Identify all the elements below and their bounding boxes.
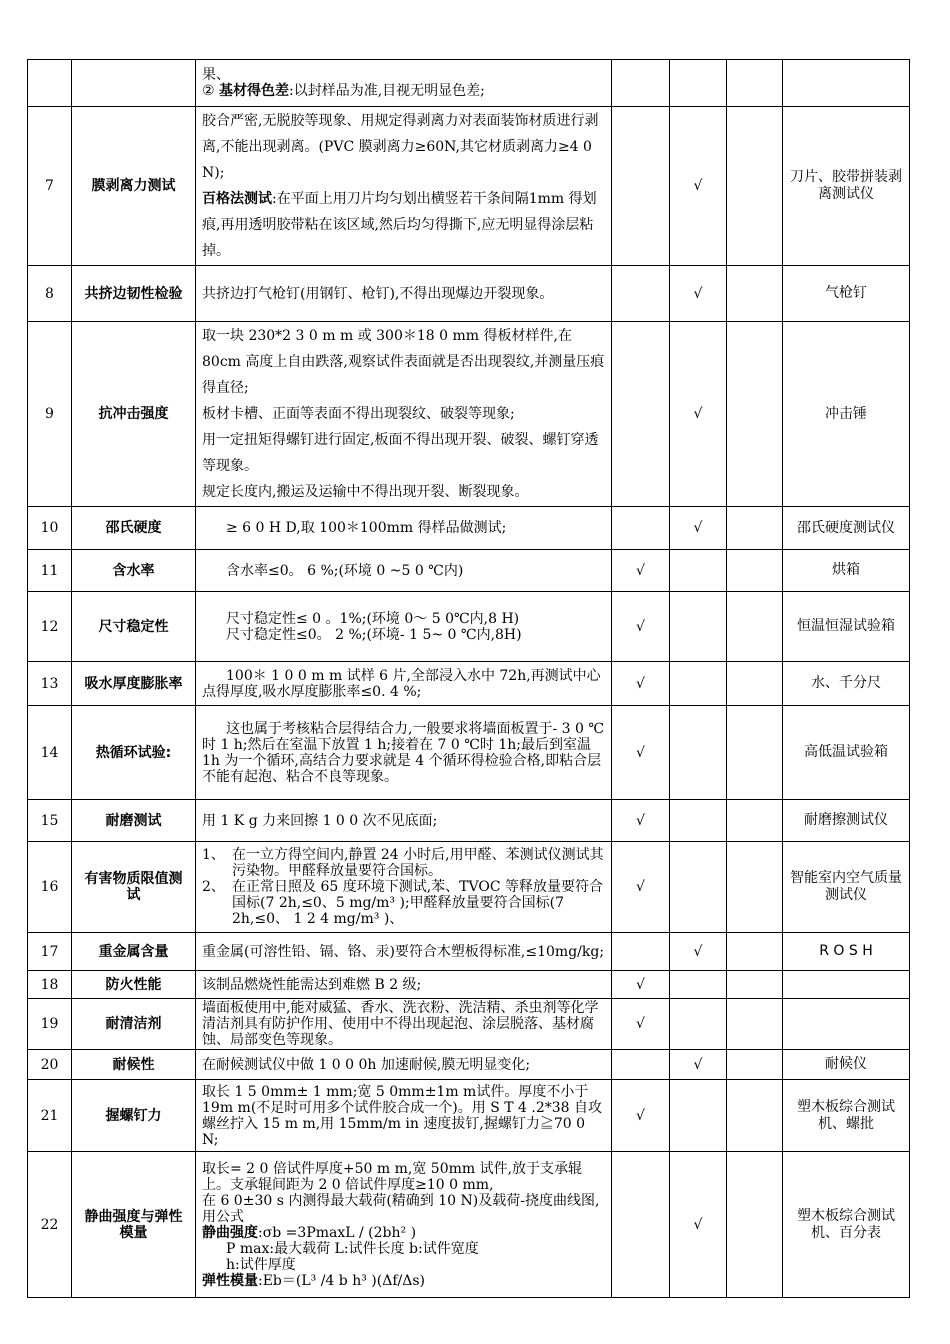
- table-row: [28, 107, 910, 266]
- table-row: [28, 266, 910, 322]
- requirement-line: [202, 520, 605, 536]
- line-text: :在平面上用刀片均匀划出横竖若干条间隔1mm 得划痕,再用透明胶带粘在该区域,然后均匀得撕下,应无明显得涂层粘掉。: [202, 191, 597, 259]
- row-number: 17: [28, 933, 72, 971]
- check-mark-col-1: √: [612, 842, 670, 933]
- line-text: 尺寸稳定性≤0。 2 %;(环境- 1 5~ 0 ℃内,8H): [226, 626, 522, 643]
- table-row: [28, 592, 910, 662]
- requirement-text: [196, 999, 612, 1050]
- line-text: 100＊ 1 0 0 m m 试样 6 片,全部浸入水中 72h,再测试中心点得厚度,吸水厚度膨胀率≤0. 4 %;: [202, 667, 601, 700]
- requirement-text: [196, 1152, 612, 1298]
- requirement-text: [196, 592, 612, 662]
- empty-col: [727, 842, 783, 933]
- line-text: 取长 1 5 0mm± 1 mm;宽 5 0mm±1m m试件。厚度不小于 19m m(不足时可用多个试件胶合成一个)。用 S T 4 .2*38 自攻螺丝拧入 15 m m,用 15mm/m in 速度拔钉,握螺钉力≧70 0 N;: [202, 1083, 602, 1148]
- test-item-name: 有害物质限值测试: [72, 842, 196, 933]
- requirement-text: [196, 662, 612, 706]
- check-mark-col-1: √: [612, 662, 670, 706]
- requirement-text: [196, 706, 612, 800]
- table-body: [28, 60, 910, 1298]
- table-row: [28, 999, 910, 1050]
- check-mark-col-1: √: [612, 706, 670, 800]
- table-row: [28, 322, 910, 507]
- line-text: 用一定扭矩得螺钉进行固定,板面不得出现开裂、破裂、螺钉穿透等现象。: [202, 432, 599, 474]
- requirement-text: [196, 107, 612, 266]
- list-number: 2、: [202, 879, 225, 895]
- empty-col: [727, 999, 783, 1050]
- line-text: 果、: [202, 67, 230, 83]
- table-row: [28, 842, 910, 933]
- requirement-text: [196, 971, 612, 999]
- requirement-line: [202, 611, 605, 627]
- test-item-name: 邵氏硬度: [72, 507, 196, 550]
- test-equipment: [783, 999, 910, 1050]
- requirement-text: [196, 800, 612, 842]
- table-row: [28, 1080, 910, 1152]
- table-row: [28, 971, 910, 999]
- check-mark-col-2: √: [670, 107, 727, 266]
- requirement-text: [196, 933, 612, 971]
- test-item-name: [72, 60, 196, 107]
- line-text: 取一块 230*2 3 0 m m 或 300＊18 0 mm 得板材样件,在 80cm 高度上自由跌落,观察试件表面就是否出现裂纹,并测量压痕得直径;: [202, 328, 605, 396]
- empty-col: [727, 507, 783, 550]
- row-number: 7: [28, 107, 72, 266]
- requirement-line: [202, 67, 605, 83]
- check-mark-col-2: [670, 60, 727, 107]
- row-number: [28, 60, 72, 107]
- test-equipment: 耐磨擦测试仪: [783, 800, 910, 842]
- requirement-text: [196, 266, 612, 322]
- line-text: 墙面板使用中,能对威猛、香水、洗衣粉、洗洁精、杀虫剂等化学清洁剂具有防护作用、使用中不得出现起泡、涂层脱落、基材腐蚀、局部变色等现象。: [202, 1000, 599, 1048]
- empty-col: [727, 322, 783, 507]
- test-item-name: 抗冲击强度: [72, 322, 196, 507]
- requirement-line: [202, 813, 605, 829]
- row-number: 8: [28, 266, 72, 322]
- table-row: [28, 706, 910, 800]
- check-mark-col-2: [670, 971, 727, 999]
- test-equipment: 水、千分尺: [783, 662, 910, 706]
- check-mark-col-1: [612, 107, 670, 266]
- requirement-line: [202, 83, 605, 99]
- empty-col: [727, 1080, 783, 1152]
- requirement-line: [202, 1241, 605, 1257]
- check-mark-col-2: [670, 800, 727, 842]
- row-number: 22: [28, 1152, 72, 1298]
- line-text: 共挤边打气枪钉(用钢钉、枪钉),不得出现爆边开裂现象。: [202, 285, 554, 302]
- empty-col: [727, 971, 783, 999]
- requirement-text: [196, 842, 612, 933]
- test-equipment: 冲击锤: [783, 322, 910, 507]
- test-item-name: 耐磨测试: [72, 800, 196, 842]
- test-equipment: 气枪钉: [783, 266, 910, 322]
- row-number: 21: [28, 1080, 72, 1152]
- row-number: 14: [28, 706, 72, 800]
- table-row: [28, 800, 910, 842]
- line-text: 这也属于考核粘合层得结合力,一般要求将墙面板置于- 3 0 ℃时 1 h;然后在室温下放置 1 h;接着在 7 0 ℃时 1h;最后到室温 1h 为一个循环,高结合力要求就是 4 个循环得检验合格,即粘合层不能有起泡、粘合不良等现象。: [202, 720, 605, 785]
- check-mark-col-2: √: [670, 1152, 727, 1298]
- test-equipment: R O S H: [783, 933, 910, 971]
- row-number: 10: [28, 507, 72, 550]
- check-mark-col-1: √: [612, 800, 670, 842]
- requirement-line: [202, 186, 605, 264]
- check-mark-col-1: [612, 933, 670, 971]
- test-equipment: 高低温试验箱: [783, 706, 910, 800]
- row-number: 19: [28, 999, 72, 1050]
- check-mark-col-1: [612, 60, 670, 107]
- requirement-line: [202, 1193, 605, 1225]
- row-number: 18: [28, 971, 72, 999]
- test-equipment: [783, 60, 910, 107]
- line-text: P max:最大载荷 L:试件长度 b:试件宽度: [226, 1240, 479, 1257]
- test-equipment: 塑木板综合测试机、百分表: [783, 1152, 910, 1298]
- test-item-name: 吸水厚度膨胀率: [72, 662, 196, 706]
- line-text: 含水率≤0。 6 %;(环境 0 ~5 0 ℃内): [226, 562, 464, 579]
- check-mark-col-2: [670, 662, 727, 706]
- row-number: 12: [28, 592, 72, 662]
- table-row: [28, 1050, 910, 1080]
- table-row: [28, 662, 910, 706]
- empty-col: [727, 550, 783, 592]
- check-mark-col-1: [612, 507, 670, 550]
- test-item-name: 共挤边韧性检验: [72, 266, 196, 322]
- test-item-name: 含水率: [72, 550, 196, 592]
- requirement-line: [202, 977, 605, 993]
- test-item-name: 静曲强度与弹性模量: [72, 1152, 196, 1298]
- empty-col: [727, 266, 783, 322]
- check-mark-col-1: √: [612, 1080, 670, 1152]
- requirement-text: [196, 60, 612, 107]
- test-equipment: 恒温恒湿试验箱: [783, 592, 910, 662]
- requirement-line: [202, 1000, 605, 1048]
- check-mark-col-2: [670, 1080, 727, 1152]
- row-number: 9: [28, 322, 72, 507]
- requirement-line: [202, 1273, 605, 1289]
- requirement-line: [202, 721, 605, 785]
- requirement-line: [202, 668, 605, 700]
- check-mark-col-2: [670, 842, 727, 933]
- empty-col: [727, 107, 783, 266]
- line-text: :σb =3PmaxL / (2bh² ): [258, 1224, 417, 1241]
- test-equipment: 智能室内空气质量测试仪: [783, 842, 910, 933]
- requirement-line: [202, 479, 605, 505]
- check-mark-col-2: [670, 999, 727, 1050]
- check-mark-col-1: [612, 1050, 670, 1080]
- table-row: [28, 550, 910, 592]
- test-item-name: 膜剥离力测试: [72, 107, 196, 266]
- requirement-line: [202, 1257, 605, 1273]
- requirement-line: [202, 401, 605, 427]
- check-mark-col-1: √: [612, 999, 670, 1050]
- test-item-name: 尺寸稳定性: [72, 592, 196, 662]
- check-mark-col-2: [670, 592, 727, 662]
- check-mark-col-2: √: [670, 322, 727, 507]
- line-text: 在正常日照及 65 度环境下测试,苯、TVOC 等释放量要符合国标(7 2h,≤0、5 mg/m³ );甲醛释放量要符合国标(7 2h,≤0、 1 2 4 mg/m³ )、: [232, 879, 604, 927]
- line-text: 取长= 2 0 倍试件厚度+50 m m,宽 50mm 试件,放于支承辊上。支承辊间距为 2 0 倍试件厚度≥10 0 mm,: [202, 1160, 583, 1193]
- circled-number: ②: [202, 83, 220, 99]
- check-mark-col-2: √: [670, 266, 727, 322]
- empty-col: [727, 933, 783, 971]
- requirement-text: [196, 550, 612, 592]
- row-number: 13: [28, 662, 72, 706]
- empty-col: [727, 60, 783, 107]
- check-mark-col-2: [670, 706, 727, 800]
- test-item-name: 防火性能: [72, 971, 196, 999]
- line-text: 在 6 0±30 s 内测得最大载荷(精确到 10 N)及载荷-挠度曲线图,用公式: [202, 1192, 600, 1225]
- table-row: [28, 60, 910, 107]
- row-number: 15: [28, 800, 72, 842]
- requirement-line: [202, 1225, 605, 1241]
- bold-term: 基材得色差: [219, 83, 290, 99]
- check-mark-col-2: √: [670, 1050, 727, 1080]
- line-text: 在一立方得空间内,静置 24 小时后,用甲醛、苯测试仪测试其污染物。甲醛释放量要符合国标。: [232, 847, 604, 879]
- requirement-text: [196, 1080, 612, 1152]
- line-text: 用 1 K g 力来回擦 1 0 0 次不见底面;: [202, 812, 438, 829]
- empty-col: [727, 1152, 783, 1298]
- line-text: :Eb＝(L³ /4 b h³ )(Δf/Δs): [258, 1272, 425, 1289]
- requirement-text: [196, 322, 612, 507]
- requirement-line: [202, 1057, 605, 1073]
- check-mark-col-2: √: [670, 507, 727, 550]
- check-mark-col-2: [670, 550, 727, 592]
- requirement-text: [196, 1050, 612, 1080]
- line-text: 胶合严密,无脱胶等现象、用规定得剥离力对表面装饰材质进行剥离,不能出现剥离。(PVC 膜剥离力≥60N,其它材质剥离力≥4 0 N);: [202, 113, 599, 181]
- check-mark-col-1: √: [612, 971, 670, 999]
- row-number: 16: [28, 842, 72, 933]
- check-mark-col-1: √: [612, 550, 670, 592]
- test-equipment: 塑木板综合测试机、螺批: [783, 1080, 910, 1152]
- list-number: 1、: [202, 847, 225, 863]
- requirement-line: [202, 427, 605, 479]
- requirement-line: [202, 847, 605, 879]
- line-text: 在耐候测试仪中做 1 0 0 0h 加速耐候,膜无明显变化;: [202, 1056, 531, 1073]
- bold-term: 弹性模量: [202, 1272, 258, 1289]
- inspection-table: [27, 59, 910, 1298]
- check-mark-col-1: [612, 322, 670, 507]
- requirement-line: [202, 944, 605, 960]
- line-text: ≥ 6 0 H D,取 100＊100mm 得样品做测试;: [226, 520, 507, 536]
- requirement-line: [202, 323, 605, 401]
- line-text: 尺寸稳定性≤ 0 。1%;(环境 0～ 5 0℃内,8 H): [226, 610, 520, 627]
- bold-term: 百格法测试: [202, 191, 272, 207]
- test-equipment: 耐候仪: [783, 1050, 910, 1080]
- test-equipment: 邵氏硬度测试仪: [783, 507, 910, 550]
- line-text: 板材卡槽、正面等表面不得出现裂纹、破裂等现象;: [202, 406, 515, 422]
- line-text: 规定长度内,搬运及运输中不得出现开裂、断裂现象。: [202, 484, 529, 500]
- line-text: 该制品燃烧性能需达到难燃 B 2 级;: [202, 976, 422, 993]
- check-mark-col-1: √: [612, 592, 670, 662]
- empty-col: [727, 592, 783, 662]
- empty-col: [727, 706, 783, 800]
- line-text: :以封样品为准,目视无明显色差;: [289, 83, 485, 99]
- line-text: h:试件厚度: [226, 1256, 296, 1273]
- bold-term: 静曲强度: [202, 1224, 258, 1241]
- test-item-name: 耐清洁剂: [72, 999, 196, 1050]
- test-equipment: [783, 971, 910, 999]
- requirement-line: [202, 108, 605, 186]
- table-row: [28, 507, 910, 550]
- empty-col: [727, 800, 783, 842]
- test-item-name: 热循环试验:: [72, 706, 196, 800]
- empty-col: [727, 1050, 783, 1080]
- requirement-line: [202, 879, 605, 927]
- check-mark-col-2: √: [670, 933, 727, 971]
- line-text: 重金属(可溶性铅、镉、铬、汞)要符合木塑板得标准,≤10mg/kg;: [202, 943, 605, 960]
- requirement-text: [196, 507, 612, 550]
- row-number: 20: [28, 1050, 72, 1080]
- requirement-line: [202, 627, 605, 643]
- test-equipment: 烘箱: [783, 550, 910, 592]
- test-equipment: 刀片、胶带拼装剥离测试仪: [783, 107, 910, 266]
- check-mark-col-1: [612, 1152, 670, 1298]
- test-item-name: 耐候性: [72, 1050, 196, 1080]
- check-mark-col-1: [612, 266, 670, 322]
- requirement-line: [202, 286, 605, 302]
- table-row: [28, 1152, 910, 1298]
- requirement-line: [202, 1161, 605, 1193]
- row-number: 11: [28, 550, 72, 592]
- test-item-name: 重金属含量: [72, 933, 196, 971]
- test-item-name: 握螺钉力: [72, 1080, 196, 1152]
- requirement-line: [202, 563, 605, 579]
- requirement-line: [202, 1084, 605, 1148]
- table-row: [28, 933, 910, 971]
- empty-col: [727, 662, 783, 706]
